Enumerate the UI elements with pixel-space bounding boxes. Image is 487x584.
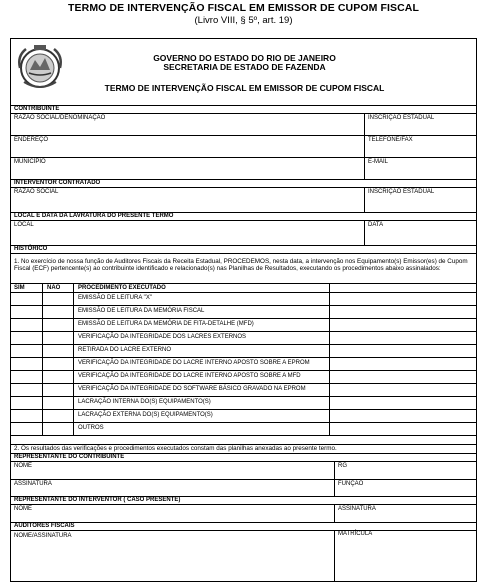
field-inscricao-estadual[interactable]: INSCRIÇÃO ESTADUAL — [368, 115, 435, 121]
procedure-label: EMISSÃO DE LEITURA DA MEMÓRIA DE FITA-DETALHE (MFD) — [78, 321, 254, 327]
section-interventor: INTERVENTOR CONTRATADO — [14, 180, 101, 186]
procedure-label: LACRAÇÃO INTERNA DO(S) EQUIPAMENTO(S) — [78, 399, 211, 405]
checkbox-nao[interactable] — [42, 331, 73, 344]
document-title: TERMO DE INTERVENÇÃO FISCAL EM EMISSOR DE CUPOM FISCAL — [68, 2, 419, 14]
field-rep-nome[interactable]: NOME — [14, 463, 32, 469]
checkbox-sim[interactable] — [11, 331, 42, 344]
section-local-data: LOCAL E DATA DA LAVRATURA DO PRESENTE TERMO — [14, 213, 174, 219]
field-interventor-razao[interactable]: RAZÃO SOCIAL — [14, 189, 59, 195]
section-contribuinte: CONTRIBUINTE — [14, 106, 60, 112]
field-data[interactable]: DATA — [368, 222, 384, 228]
field-email[interactable]: E-MAIL — [368, 159, 389, 165]
checkbox-sim[interactable] — [11, 305, 42, 318]
checkbox-nao[interactable] — [42, 357, 73, 370]
checkbox-sim[interactable] — [11, 422, 42, 435]
procedure-label: VERIFICAÇÃO DA INTEGRIDADE DO SOFTWARE BÁSICO GRAVADO NA EPROM — [78, 386, 306, 392]
procedure-label: VERIFICAÇÃO DA INTEGRIDADE DO LACRE INTERNO APOSTO SOBRE A EPROM — [78, 360, 310, 366]
checkbox-sim[interactable] — [11, 396, 42, 409]
checkbox-nao[interactable] — [42, 292, 73, 305]
checkbox-nao[interactable] — [42, 318, 73, 331]
field-municipio[interactable]: MUNICÍPIO — [14, 159, 46, 165]
field-endereco[interactable]: ENDEREÇO — [14, 137, 49, 143]
section-representante-interventor: REPRESENTANTE DO INTERVENTOR ( CASO PRESENTE) — [14, 497, 181, 503]
form-title: TERMO DE INTERVENÇÃO FISCAL EM EMISSOR DE CUPOM FISCAL — [104, 83, 385, 93]
checkbox-nao[interactable] — [42, 305, 73, 318]
checkbox-sim[interactable] — [11, 383, 42, 396]
field-razao-social[interactable]: RAZÃO SOCIAL/DENOMINAÇÃO — [14, 115, 106, 121]
historico-paragraph: 1. No exercício de nossa função de Auditores Fiscais da Receita Estadual, PROCEDEMOS, nesta data, a intervenção nos Equipamento(s) Emissor(es) de Cupom Fiscal (ECF) pertencente(s) ao contribuinte identificado e relacionado(s) nas Planilhas de Resultados, executando os procedimentos abaixo assinalados: — [14, 258, 468, 273]
checkbox-sim[interactable] — [11, 370, 42, 383]
column-procedimento: PROCEDIMENTO EXECUTADO — [78, 285, 166, 291]
checkbox-sim[interactable] — [11, 318, 42, 331]
checkbox-nao[interactable] — [42, 422, 73, 435]
section-representante-contribuinte: REPRESENTANTE DO CONTRIBUINTE — [14, 454, 125, 460]
field-int-nome[interactable]: NOME — [14, 506, 32, 512]
government-name: GOVERNO DO ESTADO DO RIO DE JANEIRO — [153, 53, 336, 63]
column-nao: NÃO — [47, 285, 61, 291]
historico-result: 2. Os resultados das verificações e procedimentos executados constam das planilhas anexadas ao presente termo. — [14, 445, 337, 452]
checkbox-sim[interactable] — [11, 292, 42, 305]
procedure-label: EMISSÃO DE LEITURA "X" — [78, 295, 152, 301]
field-rep-assinatura[interactable]: ASSINATURA — [14, 481, 52, 487]
field-int-assinatura[interactable]: ASSINATURA — [338, 506, 376, 512]
checkbox-nao[interactable] — [42, 383, 73, 396]
procedure-label: OUTROS — [78, 425, 104, 431]
field-auditor-nome-assinatura[interactable]: NOME/ASSINATURA — [14, 533, 72, 539]
column-sim: SIM — [14, 285, 25, 291]
procedure-label: EMISSÃO DE LEITURA DA MEMÓRIA FISCAL — [78, 308, 205, 314]
procedure-label: RETIRADA DO LACRE EXTERNO — [78, 347, 172, 353]
field-rep-rg[interactable]: RG — [338, 463, 347, 469]
form-frame — [10, 38, 477, 582]
checkbox-nao[interactable] — [42, 344, 73, 357]
field-interventor-ie[interactable]: INSCRIÇÃO ESTADUAL — [368, 189, 435, 195]
procedure-label: VERIFICAÇÃO DA INTEGRIDADE DO LACRE INTERNO APOSTO SOBRE A MFD — [78, 373, 301, 379]
checkbox-sim[interactable] — [11, 357, 42, 370]
secretariat-name: SECRETARIA DE ESTADO DE FAZENDA — [163, 62, 326, 72]
checkbox-sim[interactable] — [11, 409, 42, 422]
procedure-label: VERIFICAÇÃO DA INTEGRIDADE DOS LACRES EXTERNOS — [78, 334, 247, 340]
document-subtitle: (Livro VIII, § 5º, art. 19) — [194, 15, 293, 26]
checkbox-nao[interactable] — [42, 409, 73, 422]
checkbox-nao[interactable] — [42, 396, 73, 409]
procedure-label: LACRAÇÃO EXTERNA DO(S) EQUIPAMENTO(S) — [78, 412, 213, 418]
section-historico: HISTÓRICO — [14, 246, 48, 252]
checkbox-nao[interactable] — [42, 370, 73, 383]
section-auditores: AUDITORES FISCAIS — [14, 523, 75, 529]
field-telefone[interactable]: TELEFONE/FAX — [368, 137, 413, 143]
checkbox-sim[interactable] — [11, 344, 42, 357]
field-rep-funcao[interactable]: FUNÇÃO — [338, 481, 364, 487]
field-local[interactable]: LOCAL — [14, 222, 34, 228]
field-auditor-matricula[interactable]: MATRÍCULA — [338, 531, 373, 537]
